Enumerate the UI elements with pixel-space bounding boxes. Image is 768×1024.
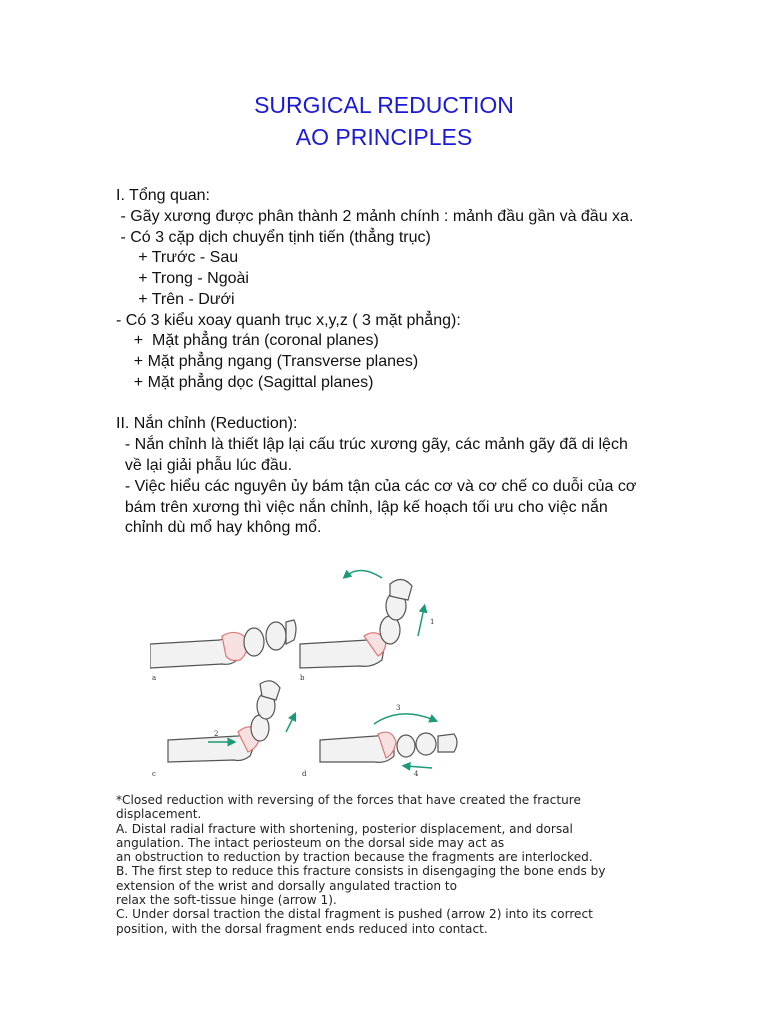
rotation-arrow-b [346,570,382,578]
section1-heading: I. Tổng quan: [116,187,210,204]
caption-line: extension of the wrist and dorsally angulated traction to [116,878,457,893]
section1-item: + Trong - Ngoài [116,270,249,287]
arrow-1 [418,608,424,636]
caption-line: angulation. The intact periosteum on the dorsal side may act as [116,835,505,850]
figure-caption [116,793,656,936]
panel-b-bones [300,579,412,668]
arrow-4 [406,766,432,768]
section1-item: + Trước - Sau [116,249,239,266]
panel-label-d: d [302,770,307,778]
section1-item: - Có 3 cặp dịch chuyển tịnh tiến (thẳng trục) [116,229,431,246]
section2-item: về lại giải phẫu lúc đầu. [116,457,293,474]
section2-item: - Nắn chỉnh là thiết lập lại cấu trúc xương gãy, các mảnh gãy đã di lệch [116,436,628,453]
caption-line: an obstruction to reduction by traction because the fragments are interlocked. [116,850,593,865]
section1-item: - Có 3 kiểu xoay quanh trục x,y,z ( 3 mặt phẳng): [116,312,461,329]
section1-item: + Mặt phẳng dọc (Sagittal planes) [116,374,374,391]
panel-d-bones [320,732,457,762]
page-title-line1: SURGICAL REDUCTION [254,92,514,118]
section1-item: + Trên - Dưới [116,291,235,308]
page-title-line2: AO PRINCIPLES [295,124,473,150]
arrow-label-4: 4 [414,770,419,778]
arrow-label-3: 3 [396,704,401,712]
caption-line: C. Under dorsal traction the distal fragment is pushed (arrow 2) into its correct [116,907,593,922]
caption-line: position, with the dorsal fragment ends reduced into contact. [116,921,488,936]
section2-item: bám trên xương thì việc nắn chỉnh, lập kế hoạch tối ưu cho việc nắn [116,499,608,516]
caption-line: displacement. [116,807,202,822]
arrow-label-2: 2 [214,730,219,738]
arrow-label-1: 1 [430,618,435,626]
fracture-reduction-figure [150,556,470,786]
caption-line: *Closed reduction with reversing of the forces that have created the fracture [116,793,581,807]
caption-line: relax the soft-tissue hinge (arrow 1). [116,893,337,908]
arrow-3 [374,714,434,724]
section2-heading: II. Nắn chỉnh (Reduction): [116,415,298,432]
push-arrow-c [286,716,294,732]
section2-item: - Việc hiểu các nguyên ủy bám tận của các cơ và cơ chế co duỗi của cơ [116,478,637,495]
section2-item: chỉnh dù mổ hay không mổ. [116,519,322,536]
panel-label-c: c [152,770,156,778]
section1-item: + Mặt phẳng ngang (Transverse planes) [116,353,419,370]
panel-c-bones [168,681,280,762]
section1-item: + Mặt phẳng trán (coronal planes) [116,332,379,349]
panel-label-b: b [300,674,305,682]
section1-item: - Gãy xương được phân thành 2 mảnh chính : mảnh đầu gần và đầu xa. [116,208,634,225]
caption-line: A. Distal radial fracture with shortening, posterior displacement, and dorsal [116,821,573,836]
caption-line: B. The first step to reduce this fracture consists in disengaging the bone ends by [116,864,606,879]
panel-a-bones [150,620,296,668]
panel-label-a: a [152,674,157,682]
